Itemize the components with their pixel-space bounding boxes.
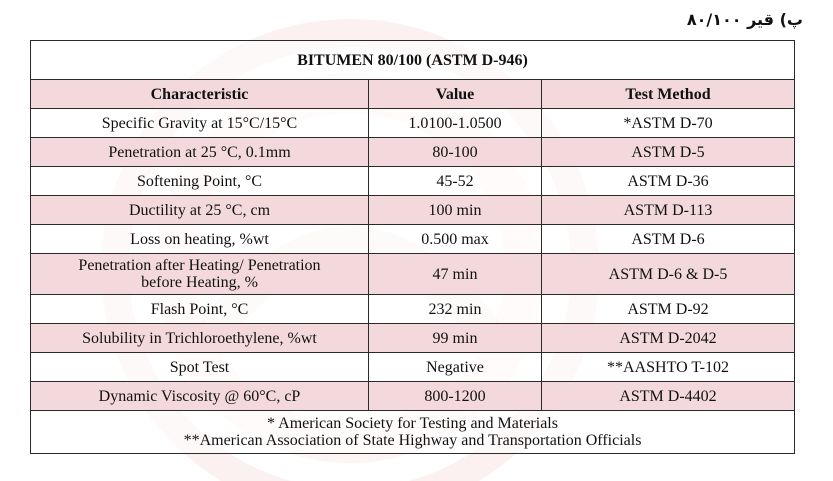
table-row [31, 254, 795, 295]
cell-value: Negative [369, 353, 542, 382]
footnote-aashto: **American Association of State Highway and Transportation Officials [183, 432, 642, 449]
cell-value: 0.500 max [369, 225, 542, 254]
table-title-row [31, 41, 795, 80]
table-footnotes [31, 411, 795, 454]
cell-test-method: ASTM D-6 & D-5 [542, 254, 795, 295]
cell-value: 100 min [369, 196, 542, 225]
table-row [31, 196, 795, 225]
column-header-test-method: Test Method [542, 80, 795, 109]
cell-value: 1.0100-1.0500 [369, 109, 542, 138]
table-row [31, 109, 795, 138]
cell-characteristic [31, 254, 369, 295]
table-row [31, 382, 795, 411]
footnote-astm: * American Society for Testing and Materials [267, 415, 558, 432]
cell-characteristic: Ductility at 25 °C, cm [31, 196, 369, 225]
cell-test-method: *ASTM D-70 [542, 109, 795, 138]
table-row [31, 295, 795, 324]
column-header-value: Value [369, 80, 542, 109]
cell-value: 232 min [369, 295, 542, 324]
cell-characteristic: Loss on heating, %wt [31, 225, 369, 254]
bitumen-spec-table [30, 40, 795, 454]
column-header-characteristic: Characteristic [31, 80, 369, 109]
cell-characteristic: Dynamic Viscosity @ 60°C, cP [31, 382, 369, 411]
table-caption: پ) قیر ۸۰/۱۰۰ [686, 10, 803, 29]
cell-characteristic: Spot Test [31, 353, 369, 382]
table-header-row [31, 80, 795, 109]
table-row [31, 353, 795, 382]
cell-value: 99 min [369, 324, 542, 353]
cell-characteristic: Solubility in Trichloroethylene, %wt [31, 324, 369, 353]
cell-characteristic-line: before Heating, % [141, 274, 258, 291]
table-row [31, 324, 795, 353]
cell-characteristic: Penetration at 25 °C, 0.1mm [31, 138, 369, 167]
cell-test-method: ASTM D-4402 [542, 382, 795, 411]
cell-test-method: ASTM D-6 [542, 225, 795, 254]
cell-test-method: ASTM D-5 [542, 138, 795, 167]
cell-test-method: **AASHTO T-102 [542, 353, 795, 382]
cell-value: 47 min [369, 254, 542, 295]
cell-characteristic: Flash Point, °C [31, 295, 369, 324]
table-notes-row [31, 411, 795, 454]
table-row [31, 138, 795, 167]
cell-value: 800-1200 [369, 382, 542, 411]
table-row [31, 167, 795, 196]
cell-characteristic: Softening Point, °C [31, 167, 369, 196]
cell-test-method: ASTM D-92 [542, 295, 795, 324]
table-row [31, 225, 795, 254]
table-title: BITUMEN 80/100 (ASTM D-946) [31, 41, 795, 80]
cell-characteristic-line: Penetration after Heating/ Penetration [78, 257, 321, 274]
cell-value: 45-52 [369, 167, 542, 196]
cell-test-method: ASTM D-2042 [542, 324, 795, 353]
cell-characteristic: Specific Gravity at 15°C/15°C [31, 109, 369, 138]
cell-test-method: ASTM D-36 [542, 167, 795, 196]
cell-test-method: ASTM D-113 [542, 196, 795, 225]
cell-value: 80-100 [369, 138, 542, 167]
